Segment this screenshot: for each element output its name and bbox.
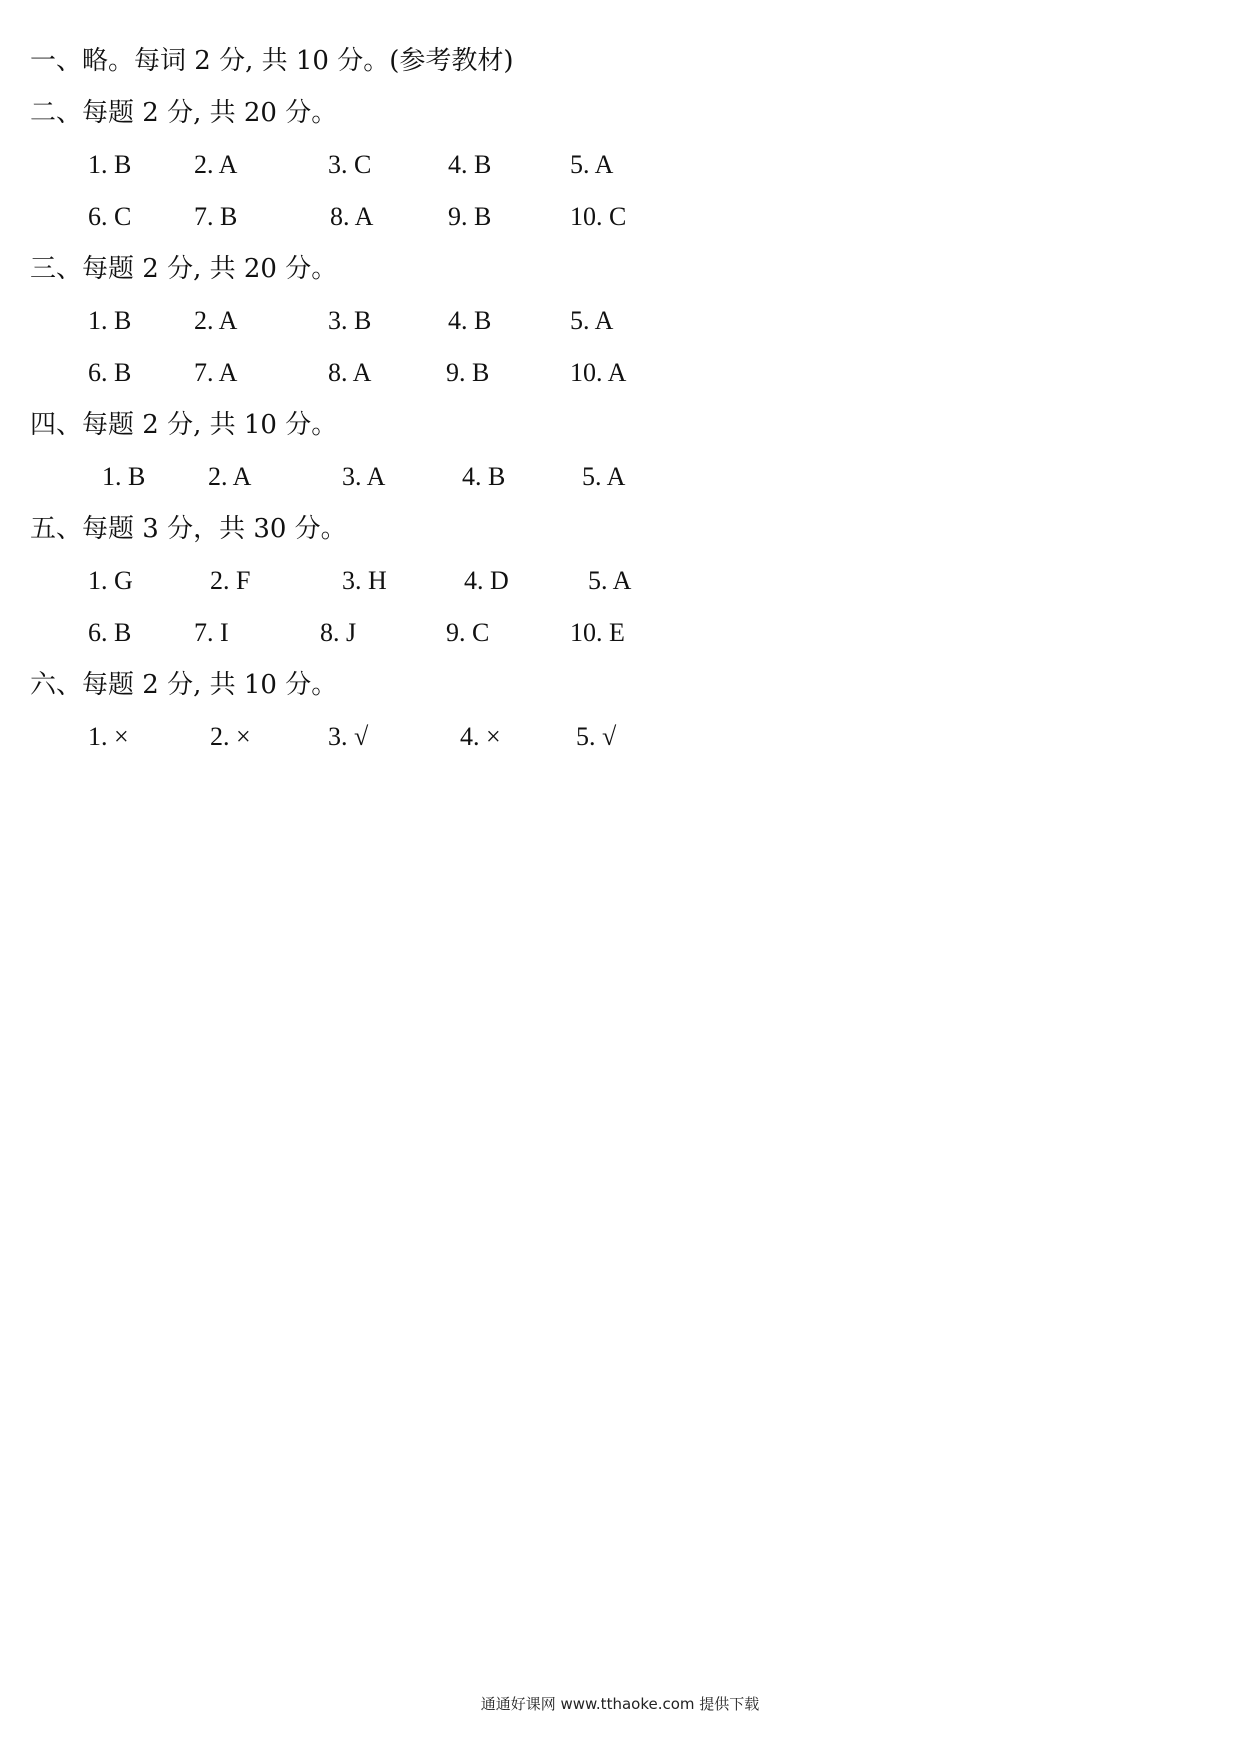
answer-item: 5. A xyxy=(570,306,614,335)
answer-item: 1. G xyxy=(88,566,133,595)
answer-item: 1. B xyxy=(88,150,132,179)
answer-item: 5. A xyxy=(570,150,614,179)
answer-item: 8. J xyxy=(320,618,357,647)
answer-item: 3. H xyxy=(342,566,387,595)
answer-item: 10. A xyxy=(570,358,627,387)
section-3-heading: 三、每题 2 分, 共 20 分。 xyxy=(30,254,338,284)
answer-item: 8. A xyxy=(330,202,374,231)
answer-item: 4. × xyxy=(460,722,501,751)
section-4-heading: 四、每题 2 分, 共 10 分。 xyxy=(30,410,338,440)
answer-item: 6. B xyxy=(88,618,132,647)
answer-item: 10. C xyxy=(570,202,627,231)
answer-item: 8. A xyxy=(328,358,372,387)
answer-item: 3. B xyxy=(328,306,372,335)
answer-item: 2. A xyxy=(208,462,252,491)
answer-item: 3. C xyxy=(328,150,372,179)
answer-item: 1. B xyxy=(102,462,146,491)
answer-item: 7. B xyxy=(194,202,238,231)
answer-item: 7. I xyxy=(194,618,229,647)
answer-item: 1. B xyxy=(88,306,132,335)
answer-item: 2. A xyxy=(194,150,238,179)
answer-item: 5. A xyxy=(582,462,626,491)
footer-text: 通通好课网 www.tthaoke.com 提供下载 xyxy=(480,1695,760,1713)
answer-item: 2. F xyxy=(210,566,251,595)
answer-item: 10. E xyxy=(570,618,625,647)
answer-item: 6. C xyxy=(88,202,132,231)
answer-item: 1. × xyxy=(88,722,129,751)
answer-item: 4. B xyxy=(448,150,492,179)
answer-item: 9. C xyxy=(446,618,490,647)
answer-item: 7. A xyxy=(194,358,238,387)
answer-item: 4. D xyxy=(464,566,509,595)
answer-item: 2. × xyxy=(210,722,251,751)
answer-item: 3. √ xyxy=(328,722,369,751)
answer-item: 3. A xyxy=(342,462,386,491)
answer-item: 5. √ xyxy=(576,722,617,751)
section-6-heading: 六、每题 2 分, 共 10 分。 xyxy=(30,670,338,700)
answer-item: 9. B xyxy=(448,202,492,231)
section-2-heading: 二、每题 2 分, 共 20 分。 xyxy=(30,98,338,128)
answer-item: 5. A xyxy=(588,566,632,595)
answer-item: 4. B xyxy=(462,462,506,491)
section-1-heading: 一、略。每词 2 分, 共 10 分。(参考教材) xyxy=(30,46,514,76)
answer-item: 4. B xyxy=(448,306,492,335)
answer-item: 9. B xyxy=(446,358,490,387)
answer-item: 6. B xyxy=(88,358,132,387)
section-5-heading: 五、每题 3 分，共 30 分。 xyxy=(30,514,347,544)
answer-item: 2. A xyxy=(194,306,238,335)
